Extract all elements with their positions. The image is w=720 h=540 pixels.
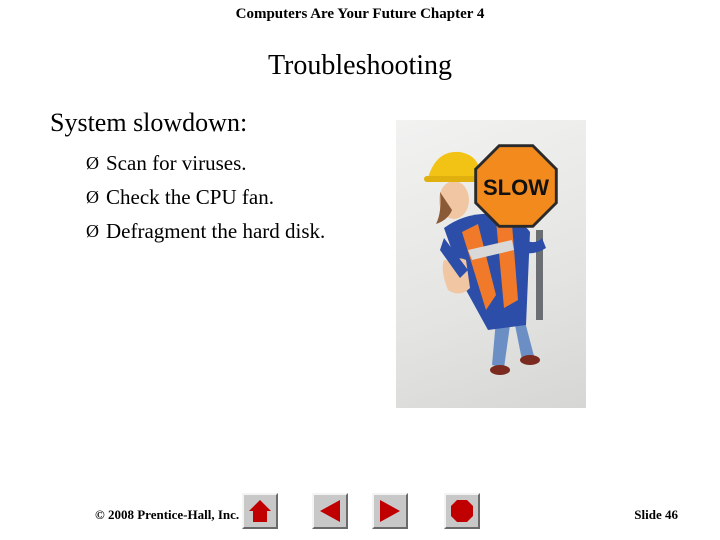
bullet-item [86, 214, 325, 248]
bullet-arrow-icon: Ø [86, 221, 99, 241]
previous-slide-button[interactable] [312, 493, 348, 529]
next-icon [377, 498, 403, 524]
bullet-text: Scan for viruses. [106, 151, 247, 175]
stop-icon [449, 498, 475, 524]
bullet-item [86, 180, 325, 214]
home-icon [247, 498, 273, 524]
copyright-text: © 2008 Prentice-Hall, Inc. [95, 507, 240, 522]
construction-worker-slow-sign-icon [396, 120, 586, 408]
bullet-arrow-icon: Ø [86, 153, 99, 173]
sign-text: SLOW [483, 175, 549, 200]
previous-icon [317, 498, 343, 524]
slide-title: Troubleshooting [267, 50, 453, 81]
home-button[interactable] [242, 493, 278, 529]
bullet-text: Defragment the hard disk. [106, 219, 326, 243]
slide-heading: System slowdown: [50, 108, 248, 137]
construction-worker-photo [396, 120, 586, 408]
next-slide-button[interactable] [372, 493, 408, 529]
bullet-list [86, 146, 325, 248]
end-show-button[interactable] [444, 493, 480, 529]
bullet-item [86, 146, 325, 180]
slide-number: Slide 46 [634, 507, 678, 522]
bullet-text: Check the CPU fan. [106, 185, 274, 209]
chapter-header: Computers Are Your Future Chapter 4 [235, 6, 485, 22]
bullet-arrow-icon: Ø [86, 187, 99, 207]
